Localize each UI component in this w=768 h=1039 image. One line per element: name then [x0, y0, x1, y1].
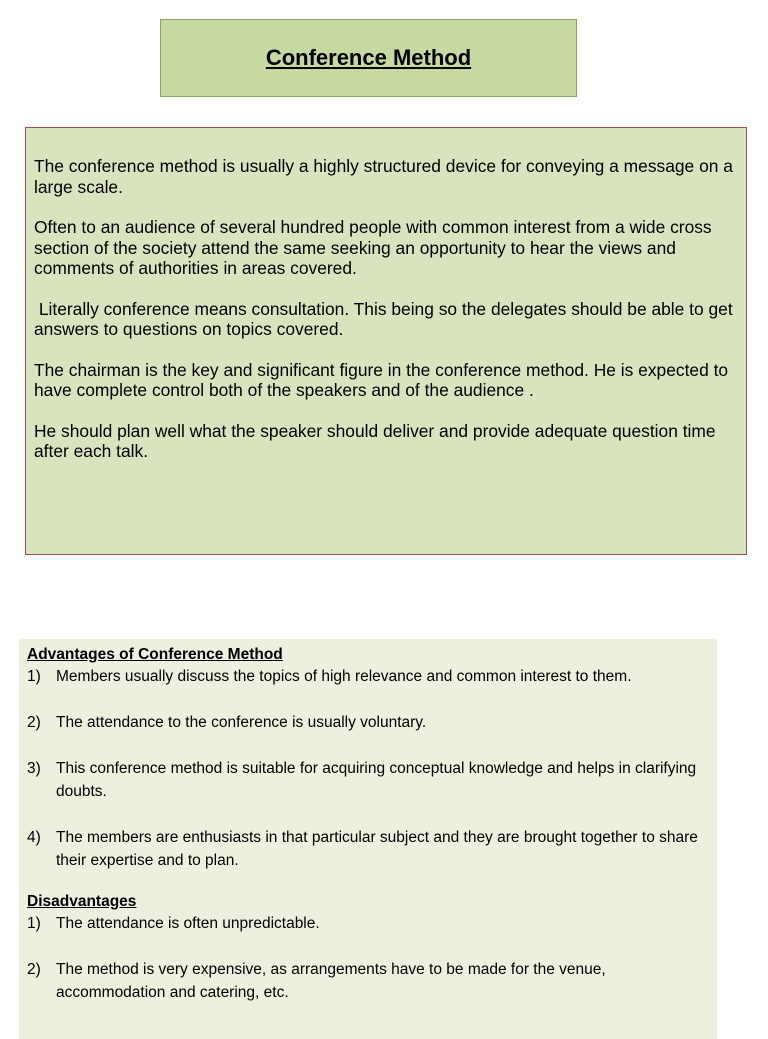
- advantages-box: [19, 639, 717, 1039]
- intro-box: [25, 127, 747, 555]
- list-text: The members are enthusiasts in that particular subject and they are brought together to share their expertise and to plan.: [56, 829, 698, 869]
- intro-paragraph-4: The chairman is the key and significant figure in the conference method. He is expected to have complete control both of the speakers and of the audience .: [34, 359, 733, 400]
- title-box: [160, 19, 577, 97]
- list-item: [27, 757, 709, 803]
- list-item: [27, 826, 709, 872]
- list-number: 2): [27, 961, 41, 978]
- list-number: 1): [27, 915, 41, 932]
- list-item: [27, 665, 709, 688]
- advantages-heading: Advantages of Conference Method: [27, 646, 283, 663]
- intro-paragraph-1: The conference method is usually a highly structured device for conveying a message on a large scale.: [34, 156, 738, 197]
- list-number: 2): [27, 714, 41, 731]
- list-item: [27, 711, 709, 734]
- intro-paragraph-5: He should plan well what the speaker should deliver and provide adequate question time after each talk.: [34, 420, 721, 461]
- list-item: [27, 958, 709, 1004]
- list-number: 3): [27, 760, 41, 777]
- page-title: Conference Method: [265, 45, 472, 70]
- list-text: Members usually discuss the topics of high relevance and common interest to them.: [56, 668, 632, 685]
- intro-paragraph-3: Literally conference means consultation. This being so the delegates should be able to get answers to questions on topics covered.: [34, 298, 738, 339]
- list-text: The attendance to the conference is usually voluntary.: [56, 714, 427, 731]
- list-number: 4): [27, 829, 41, 846]
- disadvantages-heading: Disadvantages: [27, 893, 137, 910]
- list-item: [27, 912, 709, 935]
- list-number: 1): [27, 668, 41, 685]
- disadvantages-list: [27, 912, 709, 1004]
- list-text: The attendance is often unpredictable.: [56, 915, 320, 932]
- intro-paragraph-2: Often to an audience of several hundred people with common interest from a wide cross section of the society attend the same seeking an opportunity to hear the views and comments of authorities in areas covered.: [34, 217, 717, 278]
- advantages-list: [27, 665, 709, 872]
- list-text: The method is very expensive, as arrangements have to be made for the venue, accommodation and catering, etc.: [56, 961, 606, 1001]
- list-text: This conference method is suitable for acquiring conceptual knowledge and helps in clarifying doubts.: [56, 760, 697, 800]
